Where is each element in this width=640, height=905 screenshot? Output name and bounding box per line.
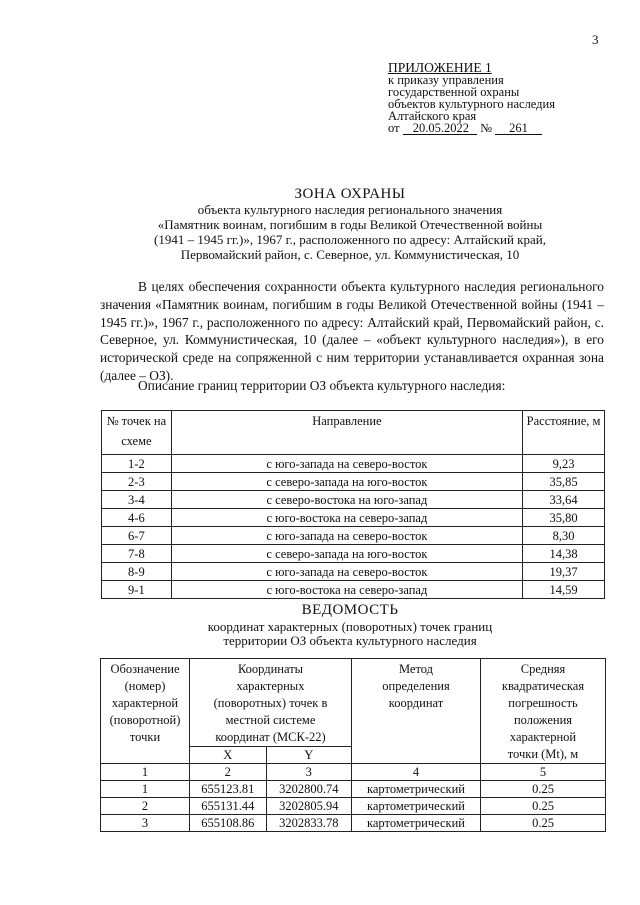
- header-text: координат (МСК-22): [215, 730, 326, 744]
- cell-point: 2: [101, 798, 190, 815]
- num-cell: 1: [101, 764, 190, 781]
- header-text: (номер): [124, 679, 166, 693]
- vedomost-title: ВЕДОМОСТЬ: [301, 602, 399, 618]
- header-text: (поворотных) точек в: [213, 696, 328, 710]
- header-text: погрешность: [508, 696, 578, 710]
- page-number: 3: [592, 32, 599, 47]
- borders-table: [101, 410, 605, 599]
- subtitle-line: объекта культурного наследия регионального значения: [197, 202, 503, 217]
- num-cell: 2: [190, 764, 267, 781]
- table-row: [102, 527, 605, 545]
- header-y: Y: [266, 747, 351, 764]
- coordinates-table: [100, 658, 606, 832]
- header-x: X: [190, 747, 267, 764]
- table-row: [101, 781, 606, 798]
- header-text: точки (Mt), м: [507, 747, 579, 761]
- header-points: № точек на схеме: [102, 411, 172, 455]
- cell-distance: 33,64: [523, 491, 605, 509]
- cell-distance: 9,23: [523, 455, 605, 473]
- borders-description: Описание границ территории ОЗ объекта культурного наследия:: [138, 378, 506, 393]
- cell-direction: с юго-запада на северо-восток: [171, 563, 522, 581]
- order-number: 261: [495, 122, 542, 135]
- appendix-line: Алтайского края: [388, 109, 477, 123]
- zone-subtitle: [0, 202, 640, 262]
- header-text: характерных: [236, 679, 305, 693]
- table-row: [101, 798, 606, 815]
- cell-direction: с юго-запада на северо-восток: [171, 455, 522, 473]
- cell-x: 655108.86: [190, 815, 267, 832]
- cell-points: 1-2: [102, 455, 172, 473]
- date-prefix: от: [388, 121, 400, 135]
- cell-points: 2-3: [102, 473, 172, 491]
- cell-error: 0.25: [481, 781, 606, 798]
- cell-error: 0.25: [481, 815, 606, 832]
- cell-x: 655131.44: [190, 798, 267, 815]
- appendix-block: [388, 62, 555, 135]
- header-text: координат: [388, 696, 444, 710]
- coords-number-row: [101, 764, 606, 781]
- header-text: характерной: [509, 730, 577, 744]
- vedomost-subtitle-line: координат характерных (поворотных) точек границ: [207, 619, 493, 634]
- table-row: [102, 473, 605, 491]
- appendix-line: государственной охраны: [388, 85, 520, 99]
- header-coordinates: [190, 659, 352, 747]
- table-row: [102, 545, 605, 563]
- appendix-line: объектов культурного наследия: [388, 97, 555, 111]
- header-text: характерной: [111, 696, 179, 710]
- header-text: квадратическая: [501, 679, 585, 693]
- cell-y: 3202805.94: [266, 798, 351, 815]
- cell-y: 3202833.78: [266, 815, 351, 832]
- cell-x: 655123.81: [190, 781, 267, 798]
- header-text: Метод: [398, 662, 434, 676]
- header-text: Обозначение: [110, 662, 180, 676]
- vedomost-subtitle-line: территории ОЗ объекта культурного наследия: [223, 633, 477, 648]
- header-text: местной системе: [225, 713, 316, 727]
- coords-header-row: [101, 659, 606, 747]
- table-row: [102, 491, 605, 509]
- header-point-id: [101, 659, 190, 764]
- cell-direction: с северо-востока на юго-запад: [171, 491, 522, 509]
- cell-direction: с северо-запада на юго-восток: [171, 545, 522, 563]
- cell-distance: 14,59: [523, 581, 605, 599]
- cell-distance: 14,38: [523, 545, 605, 563]
- cell-y: 3202800.74: [266, 781, 351, 798]
- cell-points: 8-9: [102, 563, 172, 581]
- subtitle-line: «Памятник воинам, погибшим в годы Великой Отечественной войны: [157, 217, 543, 232]
- cell-method: картометрический: [352, 781, 481, 798]
- cell-points: 4-6: [102, 509, 172, 527]
- cell-error: 0.25: [481, 798, 606, 815]
- num-cell: 4: [352, 764, 481, 781]
- cell-point: 1: [101, 781, 190, 798]
- table-row: [102, 563, 605, 581]
- table-row: [101, 815, 606, 832]
- subtitle-line: (1941 – 1945 гг.)», 1967 г., расположенного по адресу: Алтайский край,: [154, 232, 546, 247]
- cell-direction: с юго-востока на северо-запад: [171, 581, 522, 599]
- table-row: [102, 509, 605, 527]
- appendix-heading: ПРИЛОЖЕНИЕ 1: [388, 60, 492, 75]
- header-method: [352, 659, 481, 764]
- header-text: положения: [513, 713, 573, 727]
- header-text: Средняя: [520, 662, 566, 676]
- cell-point: 3: [101, 815, 190, 832]
- cell-method: картометрический: [352, 798, 481, 815]
- header-text: точки: [129, 730, 161, 744]
- vedomost-subtitle: [0, 620, 640, 648]
- body-paragraph: В целях обеспечения сохранности объекта культурного наследия регионального значения «Памятник воинам, погибшим в годы Великой Отечественной войны (1941 – 1945 гг.)», 1967 г., расположенного по адресу: Алтайский край, Первомайский район, с. Северное, ул. Коммунистическая, 10 (далее – «объект культурного наследия»), в его исторической среде на сопряженной с ним территории устанавливается охранная зона (далее – ОЗ).: [100, 279, 604, 383]
- table-row: [102, 581, 605, 599]
- appendix-date-line: [388, 122, 555, 135]
- header-text: определения: [382, 679, 450, 693]
- cell-direction: с юго-востока на северо-запад: [171, 509, 522, 527]
- cell-points: 9-1: [102, 581, 172, 599]
- num-cell: 3: [266, 764, 351, 781]
- cell-distance: 35,85: [523, 473, 605, 491]
- cell-points: 3-4: [102, 491, 172, 509]
- header-text: (поворотной): [109, 713, 181, 727]
- number-prefix: №: [480, 121, 492, 135]
- header-error: [481, 659, 606, 764]
- cell-points: 7-8: [102, 545, 172, 563]
- header-direction: Направление: [171, 411, 522, 455]
- header-distance: Расстояние, м: [523, 411, 605, 455]
- cell-method: картометрический: [352, 815, 481, 832]
- appendix-line: к приказу управления: [388, 73, 504, 87]
- subtitle-line: Первомайский район, с. Северное, ул. Коммунистическая, 10: [180, 247, 520, 262]
- table-row: [102, 455, 605, 473]
- cell-direction: с юго-запада на северо-восток: [171, 527, 522, 545]
- header-text: Координаты: [237, 662, 304, 676]
- cell-direction: с северо-запада на юго-восток: [171, 473, 522, 491]
- num-cell: 5: [481, 764, 606, 781]
- cell-distance: 19,37: [523, 563, 605, 581]
- order-date: 20.05.2022: [403, 122, 477, 135]
- cell-distance: 8,30: [523, 527, 605, 545]
- cell-distance: 35,80: [523, 509, 605, 527]
- cell-points: 6-7: [102, 527, 172, 545]
- table-header-row: [102, 411, 605, 455]
- zone-title: ЗОНА ОХРАНЫ: [294, 186, 406, 202]
